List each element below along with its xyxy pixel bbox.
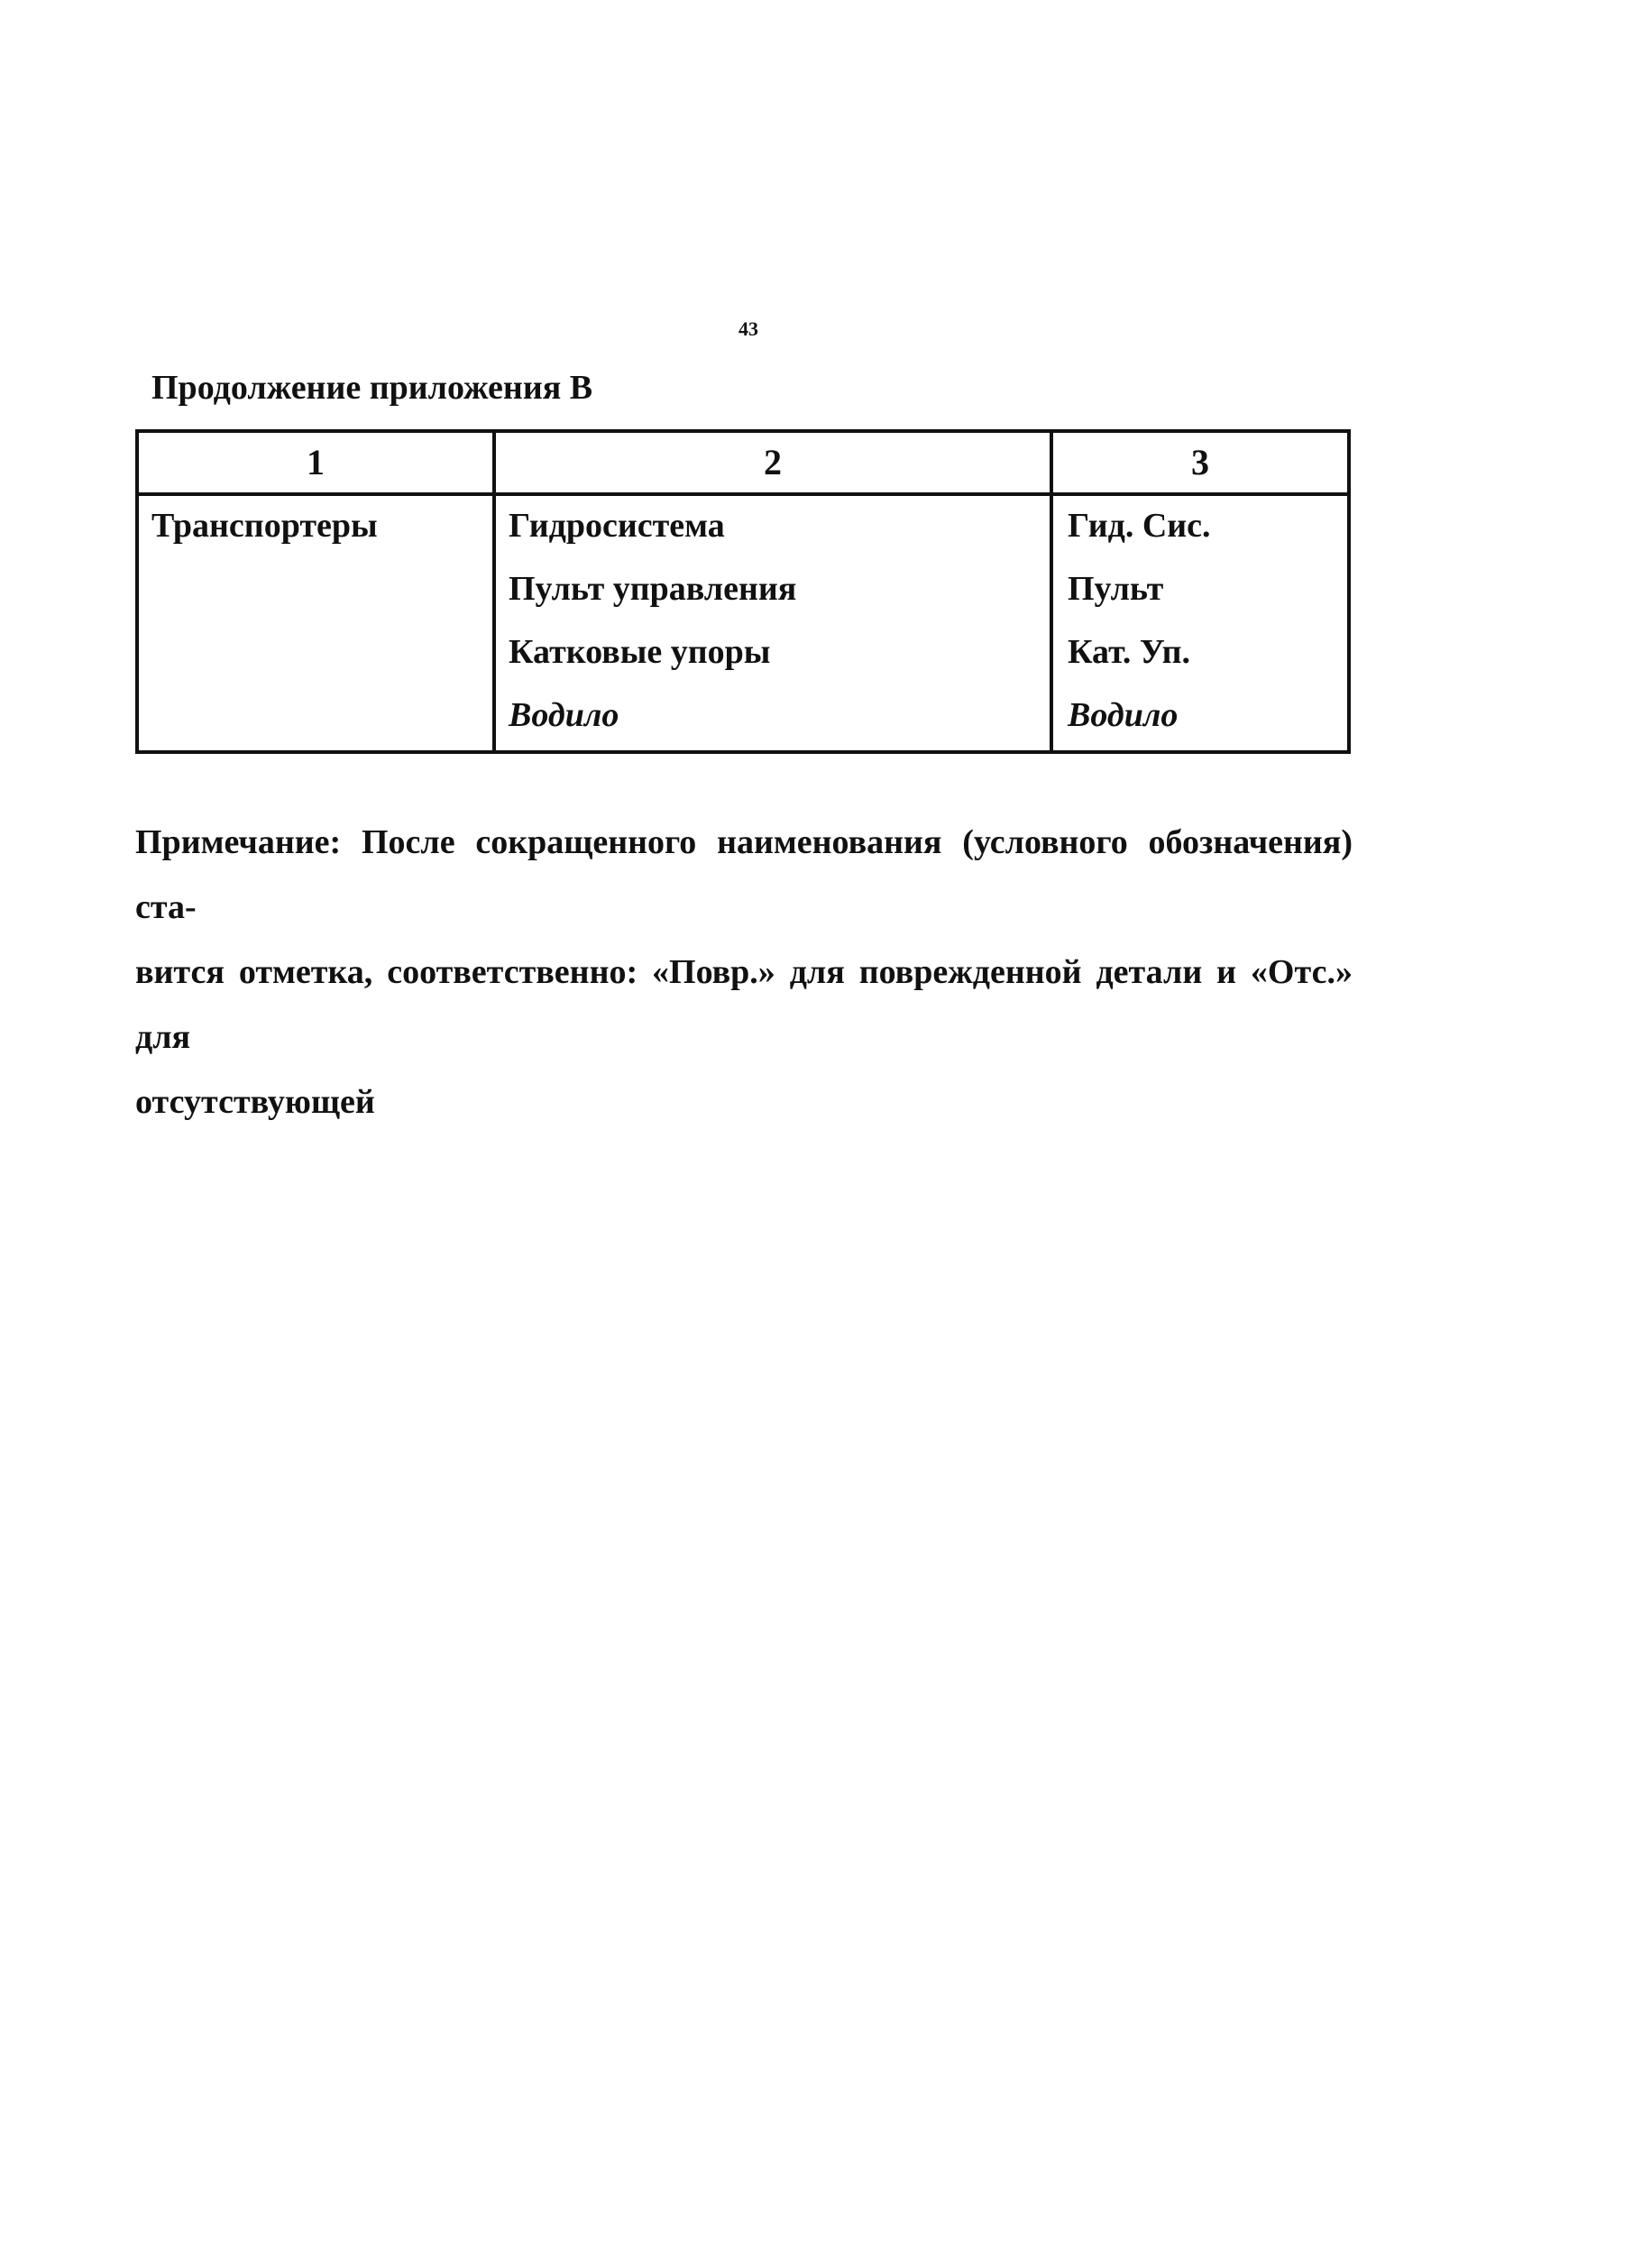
appendix-heading: Продолжение приложения В (151, 369, 593, 407)
note-text: После сокращенного наименования (условного обозначения) ста- (135, 823, 1353, 926)
table-cell-abbr: Водило (1068, 696, 1179, 734)
table-cell-category: Транспортеры (151, 507, 378, 545)
table-cell-name: Пульт управления (509, 570, 797, 608)
note-label: Примечание: (135, 823, 342, 861)
note-line: отсутствующей (135, 1083, 375, 1121)
note-line: вится отметка, соответственно: «Повр.» для поврежденной детали и «Отс.» для (135, 953, 1353, 1056)
table-header-cell: 1 (307, 442, 325, 482)
table-cell-name: Катковые упоры (509, 633, 771, 671)
note-paragraph (135, 810, 1353, 1134)
table-cell-name: Водило (509, 696, 619, 734)
table-cell-abbr: Гид. Сис. (1068, 507, 1211, 545)
table-cell-abbr: Кат. Уп. (1068, 633, 1191, 671)
table-cell-abbr: Пульт (1068, 570, 1164, 608)
table-cell-name: Гидросистема (509, 507, 725, 545)
appendix-table (135, 429, 1351, 754)
note-line (135, 810, 1353, 940)
table-header-cell: 3 (1191, 442, 1209, 482)
table-header-cell: 2 (764, 442, 782, 482)
page-number: 43 (738, 317, 758, 340)
table-header-divider (139, 492, 1347, 496)
